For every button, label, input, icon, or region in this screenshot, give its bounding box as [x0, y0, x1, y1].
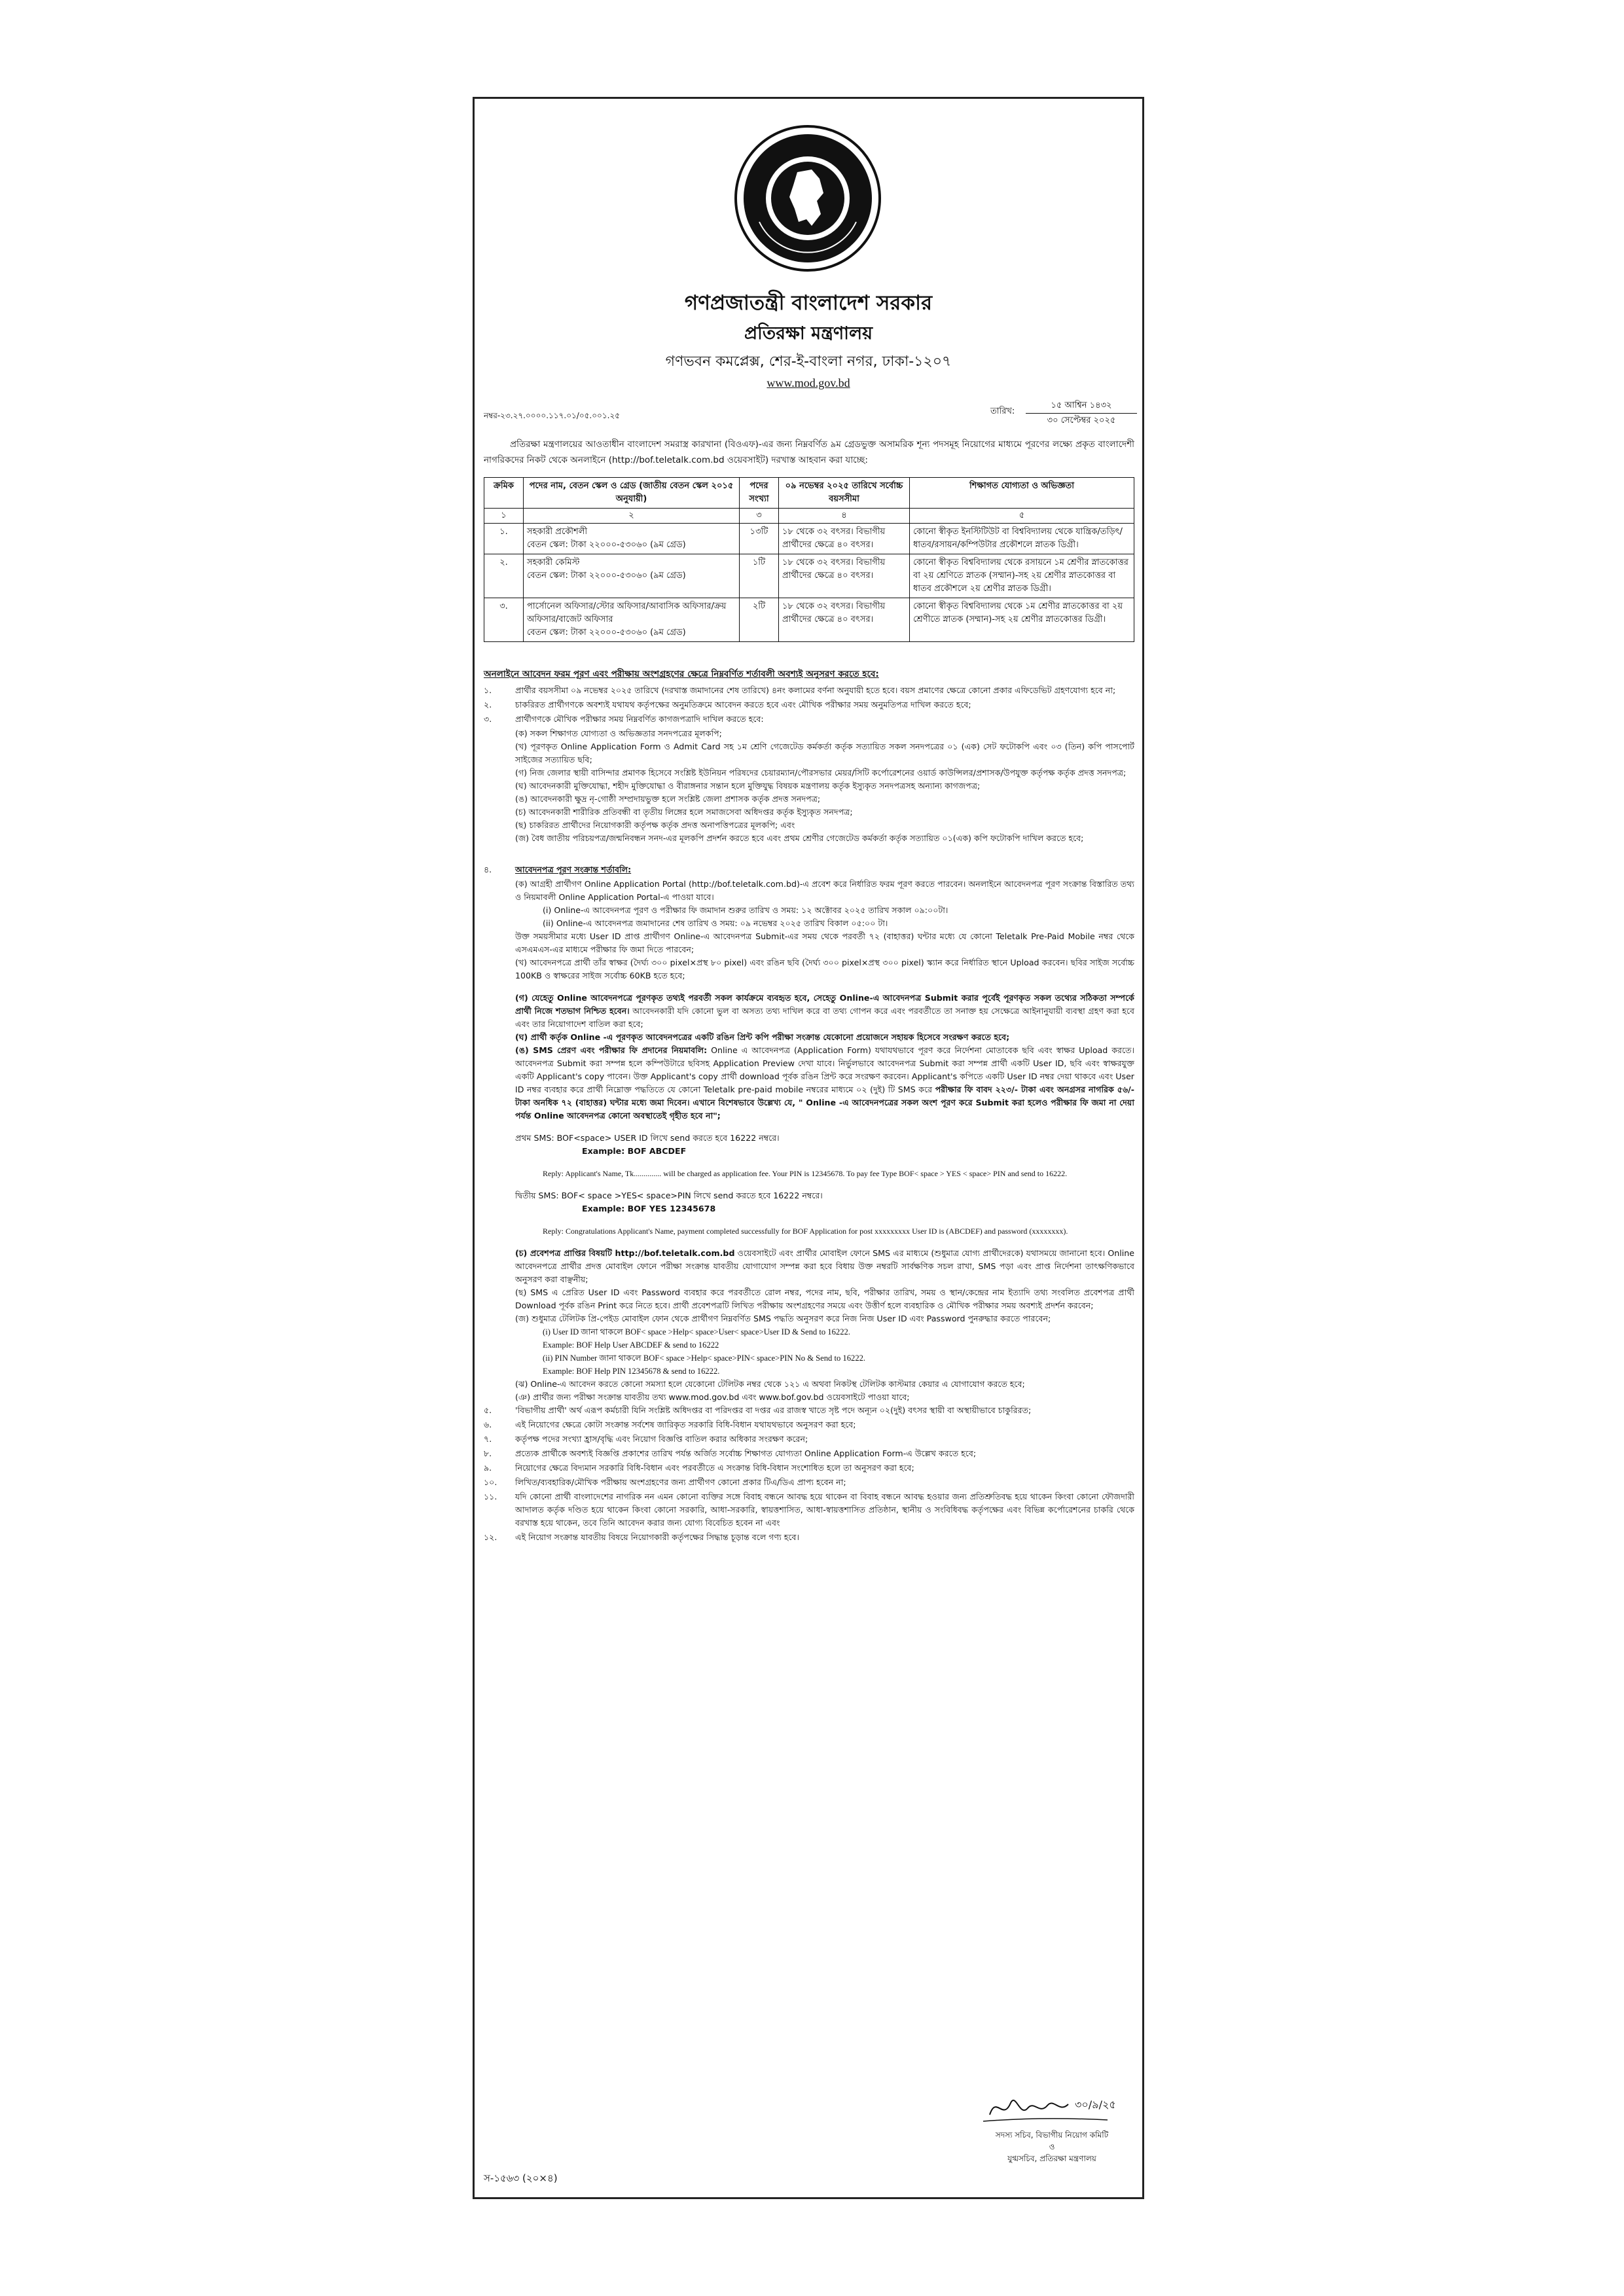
date-bangla: ১৫ আশ্বিন ১৪৩২: [1026, 399, 1137, 414]
col-number: ৫: [910, 509, 1134, 524]
col-number: ৩: [740, 509, 779, 524]
document-item: (ঙ) আবেদনকারী ক্ষুদ্র নৃ-গোষ্ঠী সম্প্রদায়ভুক্ত হলে সংশ্লিষ্ট জেলা প্রশাসক কর্তৃক প্রদত্ত সনদপত্র;: [515, 794, 821, 804]
condition-item: [484, 698, 1134, 711]
row-serial: ৩.: [484, 598, 524, 642]
row-count: ১৩টি: [740, 524, 779, 554]
conditions-heading: অনলাইনে আবেদন ফরম পূরণ এবং পরীক্ষায় অংশগ্রহণের ক্ষেত্রে নিম্নবর্ণিত শর্তাবলী অবশ্যই অনুসরণ করতে হবে:: [484, 669, 879, 679]
condition-text: প্রত্যেক প্রার্থীকে অবশ্যই বিজ্ঞপ্তি প্রকাশের তারিখ পর্যন্ত অর্জিত সর্বোচ্চ শিক্ষাগত যোগ্যতা Online Application Form-এ উল্লেখ করতে হবে;: [515, 1448, 977, 1458]
signatory-designation: সদস্য সচিব, বিভাগীয় নিয়োগ কমিটি: [995, 2130, 1109, 2140]
table-header-row: [484, 478, 1134, 509]
date-label: তারিখ:: [990, 406, 1015, 416]
condition-number: ১.: [484, 685, 492, 695]
condition-item: [484, 1462, 1134, 1475]
row-serial: ২.: [484, 554, 524, 598]
conditions-body: [484, 684, 1134, 1545]
application-rule: [515, 992, 1134, 1031]
col-header-post: পদের নাম, বেতন স্কেল ও গ্রেড (জাতীয় বেতন স্কেল ২০১৫ অনুযায়ী): [524, 478, 740, 509]
col-header-serial: ক্রমিক: [484, 478, 524, 509]
condition-text: চাকরিরত প্রার্থীগণকে অবশ্যই যথাযথ কর্তৃপক্ষের অনুমতিক্রমে আবেদন করতে হবে এবং মৌখিক পরীক্ষার সময় অনুমতিপত্র দাখিল করতে হবে;: [515, 700, 971, 709]
col-header-age: ০৯ নভেম্বর ২০২৫ তারিখে সর্বোচ্চ বয়সসীমা: [779, 478, 910, 509]
col-number: ১: [484, 509, 524, 524]
row-post: [524, 554, 740, 598]
table-row: [484, 524, 1134, 554]
government-title: গণপ্রজাতন্ত্রী বাংলাদেশ সরকার: [684, 291, 933, 315]
condition-item: [484, 1418, 1134, 1431]
condition-number: ১২.: [484, 1532, 497, 1542]
sms-second-label: দ্বিতীয় SMS: BOF< space >YES< space>PIN লিখে send করতে হবে 16222 নম্বরে।: [515, 1191, 823, 1200]
government-seal-icon: [733, 124, 882, 273]
row-age: ১৮ থেকে ৩২ বৎসর। বিভাগীয় প্রার্থীদের ক্ষেত্রে ৪০ বৎসর।: [779, 554, 910, 598]
circular-sheet: [473, 97, 1144, 2199]
row-count: ১টি: [740, 554, 779, 598]
row-post: [524, 524, 740, 554]
row-qualification: কোনো স্বীকৃত বিশ্ববিদ্যালয় থেকে রসায়নে ১ম শ্রেণীর স্নাতকোত্তর বা ২য় শ্রেণিতে স্নাতক (সম্মান)-সহ ২য় শ্রেণীর স্নাতকোত্তর বা ধাতব প্রকৌশলে ২য় শ্রেণীর স্নাতক ডিগ্রী।: [910, 554, 1134, 598]
condition-text: যদি কোনো প্রার্থী বাংলাদেশের নাগরিক নন এমন কোনো ব্যক্তির সঙ্গে বিবাহ বন্ধনে আবদ্ধ হয়ে থাকেন বা বিবাহ বন্ধনে আবদ্ধ হওয়ার জন্য প্রতিশ্রুতিবদ্ধ হয়ে থাকেন কিংবা কোনো ফৌজদারী আদালত কর্তৃক দণ্ডিত হয়ে থাকেন কিংবা কোনো সরকারি, আধা-সরকারি, স্বায়ত্তশাসিত, আধা-স্বায়ত্তশাসিত প্রতিষ্ঠান, স্থানীয় ও সংবিধিবদ্ধ কর্তৃপক্ষের এবং বিভিন্ন কর্পোরেশনের চাকরি থেকে বরখাস্ত হয়ে থাকেন, তবে তিনি আবেদন করার জন্য যোগ্য বিবেচিত হবেন না এবং: [515, 1492, 1134, 1528]
condition-number: ৪.: [484, 865, 492, 874]
date-english: ৩০ সেপ্টেম্বর ২০২৫: [1047, 416, 1116, 425]
condition-text: প্রার্থীর বয়সসীমা ০৯ নভেম্বর ২০২৫ তারিখে (দরখাস্ত জমাদানের শেষ তারিখে) ৪নং কলামের বর্ণনা অনুযায়ী হতে হবে। বয়স প্রমাণের ক্ষেত্রে কোনো প্রকার এফিডেভিট গ্রহণযোগ্য হবে না;: [515, 685, 1116, 695]
pay-scale: বেতন স্কেল: টাকা ২২০০০-৫৩০৬০ (৯ম গ্রেড): [527, 540, 686, 550]
document-item: (ঘ) আবেদনকারী মুক্তিযোদ্ধা, শহীদ মুক্তিযোদ্ধা ও বীরাঙ্গনার সন্তান হলে মুক্তিযুদ্ধ বিষয়ক মন্ত্রণালয় কর্তৃক ইস্যুকৃত সনদপত্রসহ অন্যান্য কাগজপত্র;: [515, 781, 981, 791]
application-rule: (জ) শুধুমাত্র টেলিটক প্রি-পেইড মোবাইল ফোন থেকে প্রার্থীগণ নিম্নবর্ণিত SMS পদ্ধতি অনুসরণ করে নিজ নিজ User ID এবং Password পুনরুদ্ধার করতে পারবেন;: [515, 1314, 1051, 1323]
condition-number: ২.: [484, 700, 492, 709]
rule-bold: পরীক্ষার ফি বাবদ ২২৩/- টাকা এবং অনগ্রসর নাগরিক ৫৬/- টাকা অনধিক ৭২ (বাহাত্তর) ঘন্টার মধ্যে জমা দিবেন। এখানে বিশেষভাবে উল্লেখ্য যে, " Online -এ আবেদনপত্রের সকল অংশ পূরণ করে Submit করা হলেও পরীক্ষার ফি জমা না দেয়া পর্যন্ত Online আবেদনপত্র কোনো অবস্থাতেই গৃহীত হবে না";: [515, 1085, 1134, 1121]
pay-scale: বেতন স্কেল: টাকা ২২০০০-৫৩০৬০ (৯ম গ্রেড): [527, 628, 686, 637]
sms-first-reply: Reply: Applicant's Name, Tk.............. will be charged as application fee. Your PIN is 12345678. To pay fee Type BOF< space > YES < space> PIN and send to 16222.: [543, 1169, 1068, 1178]
condition-item: [484, 1433, 1134, 1446]
recovery-pin: (ii) PIN Number জানা থাকলে BOF< space >Help< space>PIN< space>PIN No & Send to 16222.: [543, 1354, 866, 1363]
sms-second-example: Example: BOF YES 12345678: [582, 1204, 716, 1213]
condition-number: ১১.: [484, 1492, 497, 1501]
rule-bold: (ঙ) SMS প্রেরণ এবং পরীক্ষার ফি প্রদানের নিয়মাবলি:: [515, 1045, 708, 1055]
condition-number: ৬.: [484, 1420, 492, 1429]
document-item: (চ) আবেদনকারী শারীরিক প্রতিবন্ধী বা তৃতীয় লিঙ্গের হলে সমাজসেবা অধিদপ্তর কর্তৃক ইস্যুকৃত সনদপত্র;: [515, 807, 853, 817]
ministry-address: গণভবন কমপ্লেক্স, শের-ই-বাংলা নগর, ঢাকা-১২০৭: [665, 353, 952, 370]
document-item: (জ) বৈধ জাতীয় পরিচয়পত্র/জন্মনিবন্ধন সনদ-এর মূলকপি প্রদর্শন করতে হবে এবং প্রথম শ্রেণীর গেজেটেড কর্মকর্তা কর্তৃক সত্যায়িত ০১(এক) কপি ফটোকপি দাখিল করতে হবে;: [515, 833, 1084, 843]
sms-first-example: Example: BOF ABCDEF: [582, 1146, 687, 1156]
table-row: [484, 598, 1134, 642]
signature-date: ৩০/৯/২৫: [1075, 2098, 1116, 2111]
col-number: ২: [524, 509, 740, 524]
post-name: সহকারী কেমিস্ট: [527, 558, 580, 567]
application-rule: (ঘ) প্রার্থী কর্তৃক Online -এ পূরণকৃত আবেদনপত্রের একটি রঙিন প্রিন্ট কপি পরীক্ষা সংক্রান্ত যেকোনো প্রয়োজনে সহায়ক হিসেবে সংরক্ষণ করতে হবে;: [515, 1032, 1010, 1042]
row-qualification: কোনো স্বীকৃত বিশ্ববিদ্যালয় থেকে ১ম শ্রেণীর স্নাতকোত্তর বা ২য় শ্রেণীতে স্নাতক (সম্মান)-সহ ২য় শ্রেণীর স্নাতকোত্তর ডিগ্রী।: [910, 598, 1134, 642]
signature-block: [967, 2089, 1137, 2164]
condition-number: ৯.: [484, 1463, 492, 1473]
condition-text: নিয়োগের ক্ষেত্রে বিদ্যমান সরকারি বিধি-বিধান এবং পরবর্তীতে এ সংক্রান্ত বিধি-বিধান সংশোধিত হলে তা অনুসরণ করা হবে;: [515, 1463, 914, 1473]
rule-bold: (চ) প্রবেশপত্র প্রাপ্তির বিষয়টি http://bof.teletalk.com.bd: [515, 1248, 735, 1258]
row-qualification: কোনো স্বীকৃত ইনস্টিটিউট বা বিশ্ববিদ্যালয় থেকে যান্ত্রিক/তড়িৎ/ধাতব/রসায়ন/কম্পিউটার প্রকৌশলে স্নাতক ডিগ্রী।: [910, 524, 1134, 554]
rule-bold: (গ) যেহেতু Online আবেদনপত্রে পূরণকৃত তথ্যই পরবর্তী সকল কার্যক্রমে ব্যবহৃত হবে, সেহেতু Online-এ আবেদনপত্র Submit করার পূর্বেই পূরণকৃত সকল তথ্যের সঠিকতা সম্পর্কে প্রার্থী নিজে শতভাগ নিশ্চিত হবেন।: [515, 993, 1134, 1016]
condition-item: [484, 1447, 1134, 1460]
condition-number: ৭.: [484, 1434, 492, 1444]
col-header-qualification: শিক্ষাগত যোগ্যতা ও অভিজ্ঞতা: [910, 478, 1134, 509]
memo-number: নম্বর-২৩.২৭.০০০০.১১৭.০১/০৫.০০১.২৫: [484, 411, 621, 420]
condition-item: [484, 1490, 1134, 1530]
sms-second-reply: Reply: Congratulations Applicant's Name, payment completed successfully for BOF Application for post xxxxxxxxx User ID is (ABCDEF) and password (xxxxxxxx).: [543, 1227, 1068, 1236]
intro-paragraph: প্রতিরক্ষা মন্ত্রণালয়ের আওতাধীন বাংলাদেশ সমরাস্ত্র কারখানা (বিওএফ)-এর জন্য নিম্নবর্ণিত ৯ম গ্রেডভুক্ত অসামরিক শূন্য পদসমূহ নিয়োগের মাধ্যমে পূরণের লক্ষ্যে প্রকৃত বাংলাদেশী নাগরিকদের নিকট থেকে অনলাইনে (http://bof.teletalk.com.bd ওয়েবসাইট) দরখাস্ত আহবান করা যাচ্ছে:: [484, 439, 1134, 465]
column-number-row: [484, 509, 1134, 524]
condition-text: আবেদনপত্র পূরণ সংক্রান্ত শর্তাবলি:: [515, 865, 632, 874]
row-post: [524, 598, 740, 642]
post-name: পার্সোনেল অফিসার/স্টোর অফিসার/আবাসিক অফিসার/ক্রয় অফিসার/বাজেট অফিসার: [527, 601, 727, 624]
application-rule: (ক) আগ্রহী প্রার্থীগণ Online Application Portal (http://bof.teletalk.com.bd)-এ প্রবেশ করে নির্ধারিত ফরম পূরণ করতে পারবেন। অনলাইনে আবেদনপত্র পূরণ সংক্রান্ত বিস্তারিত তথ্য ও নিয়মাবলী Online Application Portal-এ পাওয়া যাবে।: [515, 879, 1134, 902]
condition-number: ৮.: [484, 1448, 492, 1458]
document-item: (খ) পূরণকৃত Online Application Form ও Admit Card সহ ১ম শ্রেণি গেজেটেড কর্মকর্তা কর্তৃক সত্যায়িত সকল সনদপত্রের ০১ (এক) সেট ফটোকপি এবং ০৩ (তিন) কপি পাসপোর্ট সাইজের সত্যায়িত ছবি;: [515, 742, 1134, 764]
memo-dates: [1026, 399, 1137, 428]
application-rule: (ঝ) Online-এ আবেদন করতে কোনো সমস্যা হলে যেকোনো টেলিটক নম্বর থেকে ১২১ এ অথবা নিকটস্থ টেলিটক কাস্টমার কেয়ার এ যোগাযোগ করতে হবে;: [515, 1379, 1025, 1389]
application-rule: [515, 1247, 1134, 1286]
recovery-pin-example: Example: BOF Help PIN 12345678 & send to 16222.: [543, 1367, 720, 1376]
recovery-user-id-example: Example: BOF Help User ABCDEF & send to 16222: [543, 1340, 719, 1350]
condition-item: [484, 863, 1134, 876]
ministry-website-link[interactable]: www.mod.gov.bd: [767, 376, 850, 389]
col-header-count: পদের সংখ্যা: [740, 478, 779, 509]
rule-text: ওয়েবসাইটে এবং প্রার্থীর মোবাইল ফোনে SMS এর মাধ্যমে (শুধুমাত্র যোগ্য প্রার্থীদেরকে) যথাসময়ে জানানো হবে। Online আবেদনপত্রে প্রার্থীর প্রদত্ত মোবাইল ফোনে পরীক্ষা সংক্রান্ত যাবতীয় যোগাযোগ সম্পন্ন করা হবে বিধায় উক্ত নম্বরটি সার্বক্ষণিক সচল রাখা, SMS পড়া এবং প্রাপ্ত নির্দেশনা তাৎক্ষণিকভাবে অনুসরণ করা বাঞ্ছনীয়;: [515, 1248, 1135, 1284]
ministry-title: প্রতিরক্ষা মন্ত্রণালয়: [744, 323, 873, 344]
row-age: ১৮ থেকে ৩২ বৎসর। বিভাগীয় প্রার্থীদের ক্ষেত্রে ৪০ বৎসর।: [779, 598, 910, 642]
application-rule: উক্ত সময়সীমার মধ্যে User ID প্রাপ্ত প্রার্থীগণ Online-এ আবেদনপত্র Submit-এর সময় থেকে পরবর্তী ৭২ (বাহাত্তর) ঘন্টার মধ্যে যে কোনো Teletalk Pre-Paid Mobile নম্বর থেকে এসএমএস-এর মাধ্যমে পরীক্ষার ফি জমা দিতে পারবেন;: [515, 931, 1134, 954]
condition-text: কর্তৃপক্ষ পদের সংখ্যা হ্রাস/বৃদ্ধি এবং নিয়োগ বিজ্ঞপ্তি বাতিল করার অধিকার সংরক্ষণ করেন;: [515, 1434, 808, 1444]
row-count: ২টি: [740, 598, 779, 642]
post-name: সহকারী প্রকৌশলী: [527, 527, 588, 537]
condition-text: লিখিত/ব্যবহারিক/মৌখিক পরীক্ষায় অংশগ্রহণের জন্য প্রার্থীগণ কোনো প্রকার টিএ/ডিএ প্রাপ্য হবেন না;: [515, 1477, 846, 1487]
row-serial: ১.: [484, 524, 524, 554]
signatory-designation: যুগ্মসচিব, প্রতিরক্ষা মন্ত্রণালয়: [1007, 2154, 1096, 2163]
sms-first-label: প্রথম SMS: BOF<space> USER ID লিখে send করতে হবে 16222 নম্বরে।: [515, 1133, 780, 1143]
condition-item: [484, 1531, 1134, 1544]
col-number: ৪: [779, 509, 910, 524]
document-item: (গ) নিজ জেলার স্থায়ী বাসিন্দার প্রমাণক হিসেবে সংশ্লিষ্ট ইউনিয়ন পরিষদের চেয়ারম্যান/পৌরসভার মেয়র/সিটি কর্পোরেশনের ওয়ার্ড কাউন্সিলর/প্রশাসক/উপযুক্ত কর্তৃপক্ষ কর্তৃক প্রদত্ত সনদপত্র;: [515, 768, 1127, 778]
condition-number: ৩.: [484, 714, 492, 724]
application-end: (ii) Online-এ আবেদনপত্র জমাদানের শেষ তারিখ ও সময়: ০৯ নভেম্বর ২০২৫ তারিখ বিকাল ০৫:০০ টা।: [543, 918, 888, 928]
pay-scale: বেতন স্কেল: টাকা ২২০০০-৫৩০৬০ (৯ম গ্রেড): [527, 571, 686, 581]
condition-item: [484, 1476, 1134, 1489]
condition-number: ১০.: [484, 1477, 497, 1487]
condition-item: [484, 1404, 1134, 1417]
signatory-conjunction: ও: [1049, 2142, 1055, 2151]
rule-text: Online এ আবেদনপত্র (Application Form) যথাযথভাবে পূরণ করে নির্দেশনা মোতাবেক ছবি এবং স্বাক্ষর Upload করতে। আবেদনপত্র Submit করা সম্পন্ন হলে কম্পিউটারে ছবিসহ Application Preview দেখা যাবে। নির্ভুলভাবে আবেদনপত্র Submit করা সম্পন্ন প্রার্থী একটি User ID, ছবি এবং স্বাক্ষরযুক্ত একটি Applicant's copy পাবেন। উক্ত Applicant's copy প্রার্থী download পূর্বক রঙিন প্রিন্ট করে সংরক্ষণ করবেন। Applicant's কপিতে একটি User ID নম্বর দেয়া থাকবে এবং User ID নম্বর ব্যবহার করে প্রার্থী নিম্নোক্ত পদ্ধতিতে যে কোনো Teletalk pre-paid mobile নম্বরের মাধ্যমে ০২ (দুই) টি SMS করে: [515, 1045, 1134, 1094]
application-rule: [515, 1044, 1134, 1122]
document-item: (ছ) চাকরিরত প্রার্থীদের নিয়োগকারী কর্তৃপক্ষ কর্তৃক প্রদত্ত অনাপত্তিপত্রের মূলকপি; এবং: [515, 820, 795, 830]
rule-text: আবেদনকারী যদি কোনো ভুল বা অসত্য তথ্য দাখিল করে বা তথ্য গোপন করে এবং পরবর্তীতে তা সনাক্ত হয় সেক্ষেত্রে আইনানুযায়ী ব্যবস্থা গ্রহণ করা হবে এবং তার নিয়োগাদেশ বাতিল করা হবে;: [515, 1006, 1134, 1029]
condition-text: এই নিয়োগ সংক্রান্ত যাবতীয় বিষয়ে নিয়োগকারী কর্তৃপক্ষের সিদ্ধান্ত চূড়ান্ত বলে গণ্য হবে।: [515, 1532, 799, 1542]
ad-code: স-১৫৬৩ (২০×৪): [484, 2172, 558, 2184]
application-rule: (ছ) SMS এ প্রেরিত User ID এবং Password ব্যবহার করে পরবর্তীতে রোল নম্বর, পদের নাম, ছবি, পরীক্ষার তারিখ, সময় ও স্থান/কেন্দ্রের নাম ইত্যাদি তথ্য সংবলিত প্রবেশপত্র প্রার্থী Download পূর্বক রঙিন Print করে নিতে হবে। প্রার্থী প্রবেশপত্রটি লিখিত পরীক্ষায় অংশগ্রহণের সময়ে এবং উত্তীর্ণ হলে ব্যবহারিক ও মৌখিক পরীক্ষার সময় অবশ্যই প্রদর্শন করবেন;: [515, 1287, 1134, 1310]
posts-table: [484, 477, 1134, 642]
document-item: (ক) সকল শিক্ষাগত যোগ্যতা ও অভিজ্ঞতার সনদপত্রের মূলকপি;: [515, 728, 722, 738]
application-rule: (খ) আবেদনপত্রে প্রার্থী তাঁর স্বাক্ষর (দৈর্ঘ্য ৩০০ pixel×প্রস্থ ৮০ pixel) এবং রঙিন ছবি (দৈর্ঘ্য ৩০০ pixel×প্রস্থ ৩০০ pixel) স্ক্যান করে নির্ধারিত স্থানে Upload করবেন। ছবির সাইজ সর্বোচ্চ 100KB ও স্বাক্ষরের সাইজ সর্বোচ্চ 60KB হতে হবে;: [515, 958, 1134, 980]
recovery-user-id: (i) User ID জানা থাকলে BOF< space >Help< space>User< space>User ID & Send to 16222.: [543, 1327, 850, 1336]
condition-text: এই নিয়োগের ক্ষেত্রে কোটা সংক্রান্ত সর্বশেষ জারিকৃত সরকারি বিধি-বিধান যথাযথভাবে অনুসরণ করা হবে;: [515, 1420, 856, 1429]
condition-text: 'বিভাগীয় প্রার্থী' অর্থ এরূপ কর্মচারী যিনি সংশ্লিষ্ট অধিদপ্তর বা পরিদপ্তর বা দপ্তর এর রাজস্ব খাতে সৃষ্ট পদে অন্যূন ০২(দুই) বৎসর স্থায়ী বা অস্থায়ীভাবে চাকুরিরত;: [515, 1405, 1032, 1415]
table-row: [484, 554, 1134, 598]
condition-item: [484, 713, 1134, 726]
handwritten-signature-icon: [977, 2089, 1127, 2129]
application-rule: (ঞ) প্রার্থীর জন্য পরীক্ষা সংক্রান্ত যাবতীয় তথ্য www.mod.gov.bd এবং www.bof.gov.bd ওয়েবসাইটে পাওয়া যাবে;: [515, 1392, 910, 1402]
row-age: ১৮ থেকে ৩২ বৎসর। বিভাগীয় প্রার্থীদের ক্ষেত্রে ৪০ বৎসর।: [779, 524, 910, 554]
application-start: (i) Online-এ আবেদনপত্র পূরণ ও পরীক্ষার ফি জমাদান শুরুর তারিখ ও সময়: ১২ অক্টোবর ২০২৫ তারিখ সকাল ০৯:০০টা।: [543, 905, 948, 915]
condition-number: ৫.: [484, 1405, 492, 1415]
condition-text: প্রার্থীগণকে মৌখিক পরীক্ষার সময় নিম্নবর্ণিত কাগজপত্রাদি দাখিল করতে হবে:: [515, 714, 764, 724]
condition-item: [484, 684, 1134, 697]
